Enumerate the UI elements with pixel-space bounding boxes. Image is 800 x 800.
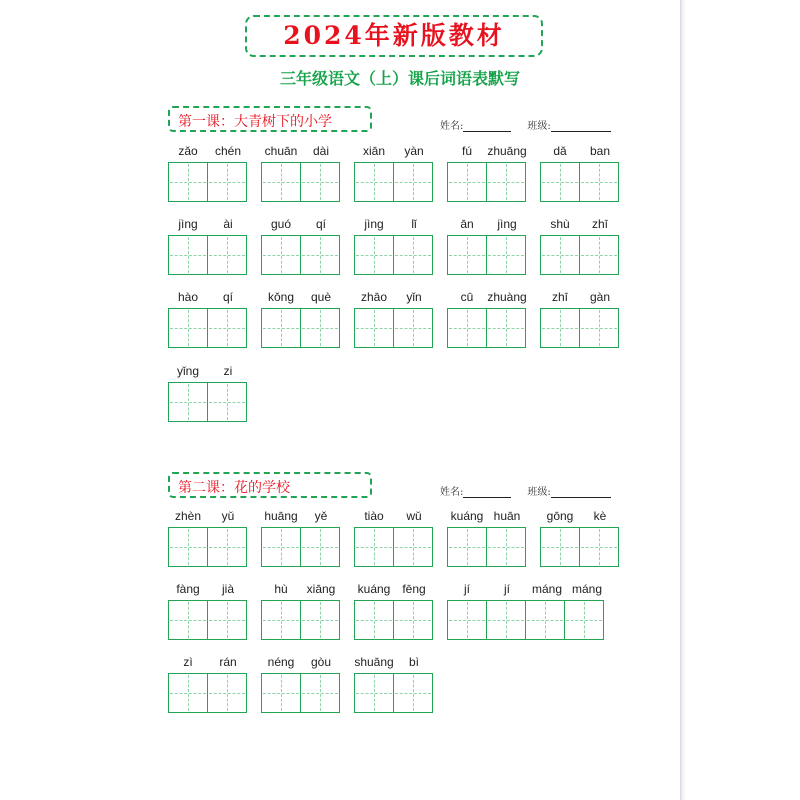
character-writing-box[interactable] — [393, 308, 433, 348]
word-writing-grid — [261, 288, 341, 348]
character-writing-box[interactable] — [300, 308, 340, 348]
character-writing-box[interactable] — [168, 162, 208, 202]
character-writing-box[interactable] — [207, 527, 247, 567]
name-label: 姓名: — [440, 487, 464, 498]
word-writing-grid — [540, 507, 620, 567]
pinyin-syllable: qí — [315, 217, 326, 231]
character-writing-box[interactable] — [261, 600, 301, 640]
character-writing-box[interactable] — [261, 673, 301, 713]
lesson-2-title: 第二课：花的学校 — [178, 480, 290, 496]
pinyin-syllable: xiāng — [306, 582, 336, 596]
character-writing-box[interactable] — [354, 308, 394, 348]
pinyin-syllable: zhī — [551, 290, 568, 304]
word-writing-grid — [168, 288, 248, 348]
lesson-2-header — [168, 472, 372, 498]
word-writing-grid — [168, 142, 248, 202]
character-writing-box[interactable] — [300, 527, 340, 567]
word-writing-grid — [354, 507, 434, 567]
character-writing-box[interactable] — [579, 235, 619, 275]
pinyin-syllable: zhuāng — [487, 144, 527, 158]
character-writing-box[interactable] — [354, 162, 394, 202]
pinyin-syllable: rán — [219, 655, 237, 669]
pinyin-syllable: zhèn — [174, 509, 202, 523]
word-writing-grid — [540, 215, 620, 275]
character-writing-box[interactable] — [447, 308, 487, 348]
character-writing-box[interactable] — [354, 527, 394, 567]
character-writing-box[interactable] — [354, 600, 394, 640]
pinyin-syllable: huāng — [264, 509, 298, 523]
word-writing-grid — [168, 362, 248, 422]
character-writing-box[interactable] — [168, 673, 208, 713]
pinyin-syllable: tiào — [364, 509, 384, 523]
pinyin-syllable: fēng — [402, 582, 426, 596]
pinyin-syllable: yǔ — [221, 509, 235, 523]
pinyin-syllable: jí — [464, 582, 470, 596]
word-writing-grid — [447, 288, 527, 348]
word-writing-grid — [261, 215, 341, 275]
page-title: 2024年新版教材 — [283, 21, 505, 50]
character-writing-box[interactable] — [207, 673, 247, 713]
character-writing-box[interactable] — [300, 600, 340, 640]
character-writing-box[interactable] — [579, 527, 619, 567]
word-writing-grid — [447, 507, 527, 567]
pinyin-syllable: què — [310, 290, 332, 304]
word-writing-grid — [540, 142, 620, 202]
pinyin-syllable: huān — [493, 509, 521, 523]
character-writing-box[interactable] — [486, 162, 526, 202]
character-writing-box[interactable] — [564, 600, 604, 640]
character-writing-box[interactable] — [168, 527, 208, 567]
pinyin-syllable: bì — [408, 655, 419, 669]
word-writing-grid — [261, 507, 341, 567]
character-writing-box[interactable] — [540, 235, 580, 275]
lesson-1-name-class-fields — [440, 117, 611, 132]
word-writing-grid — [447, 142, 527, 202]
character-writing-box[interactable] — [486, 235, 526, 275]
pinyin-syllable: zǎo — [178, 144, 198, 158]
word-writing-grid — [168, 653, 248, 713]
word-writing-grid — [354, 215, 434, 275]
character-writing-box[interactable] — [207, 235, 247, 275]
character-writing-box[interactable] — [300, 235, 340, 275]
character-writing-box[interactable] — [486, 527, 526, 567]
pinyin-syllable: cū — [460, 290, 474, 304]
character-writing-box[interactable] — [447, 527, 487, 567]
character-writing-box[interactable] — [540, 162, 580, 202]
pinyin-syllable: hào — [177, 290, 199, 304]
adjacent-page-edge — [680, 0, 800, 800]
pinyin-syllable: gòu — [310, 655, 332, 669]
pinyin-syllable: yǐng — [176, 364, 199, 378]
pinyin-syllable: yàn — [404, 144, 424, 158]
pinyin-syllable: kuáng — [357, 582, 391, 596]
pinyin-syllable: gōng — [546, 509, 574, 523]
character-writing-box[interactable] — [354, 673, 394, 713]
pinyin-syllable: jìng — [364, 217, 384, 231]
pinyin-syllable: máng — [571, 582, 603, 596]
character-writing-box[interactable] — [300, 673, 340, 713]
class-label: 班级: — [527, 487, 551, 498]
character-writing-box[interactable] — [393, 235, 433, 275]
character-writing-box[interactable] — [447, 162, 487, 202]
character-writing-box[interactable] — [540, 527, 580, 567]
lesson-1-header — [168, 106, 372, 132]
word-writing-grid — [354, 580, 434, 640]
word-writing-grid — [168, 580, 248, 640]
pinyin-syllable: fú — [461, 144, 472, 158]
pinyin-syllable: wǔ — [406, 509, 422, 523]
pinyin-syllable: guó — [270, 217, 292, 231]
character-writing-box[interactable] — [261, 308, 301, 348]
character-writing-box[interactable] — [393, 527, 433, 567]
word-writing-grid — [168, 215, 248, 275]
lesson-1-title: 第一课：大青树下的小学 — [178, 114, 332, 130]
title-banner — [245, 15, 543, 57]
pinyin-syllable: shuāng — [354, 655, 394, 669]
name-blank[interactable] — [463, 120, 511, 132]
character-writing-box[interactable] — [579, 308, 619, 348]
word-writing-grid — [447, 580, 607, 640]
pinyin-syllable: jìng — [497, 217, 517, 231]
character-writing-box[interactable] — [393, 600, 433, 640]
pinyin-syllable: gàn — [589, 290, 611, 304]
character-writing-box[interactable] — [207, 308, 247, 348]
pinyin-syllable: máng — [531, 582, 563, 596]
pinyin-syllable: dài — [312, 144, 329, 158]
character-writing-box[interactable] — [168, 382, 208, 422]
word-writing-grid — [354, 653, 434, 713]
character-writing-box[interactable] — [207, 600, 247, 640]
word-writing-grid — [354, 142, 434, 202]
name-blank[interactable] — [463, 486, 511, 498]
pinyin-syllable: ban — [589, 144, 611, 158]
pinyin-syllable: zhuàng — [487, 290, 527, 304]
name-label: 姓名: — [440, 121, 464, 132]
word-writing-grid — [261, 142, 341, 202]
page-subtitle: 三年级语文（上）课后词语表默写 — [279, 69, 520, 88]
character-writing-box[interactable] — [168, 308, 208, 348]
pinyin-syllable: chuān — [264, 144, 298, 158]
character-writing-box[interactable] — [168, 600, 208, 640]
pinyin-syllable: zì — [183, 655, 193, 669]
pinyin-syllable: xiān — [362, 144, 385, 158]
pinyin-syllable: shù — [550, 217, 570, 231]
pinyin-syllable: ài — [223, 217, 233, 231]
character-writing-box[interactable] — [207, 382, 247, 422]
word-writing-grid — [261, 580, 341, 640]
pinyin-syllable: fàng — [176, 582, 200, 596]
pinyin-syllable: lǐ — [411, 217, 417, 231]
pinyin-syllable: jí — [504, 582, 510, 596]
character-writing-box[interactable] — [486, 600, 526, 640]
pinyin-syllable: kǒng — [267, 290, 295, 304]
pinyin-syllable: kuáng — [450, 509, 484, 523]
class-blank[interactable] — [551, 120, 611, 132]
pinyin-syllable: jià — [221, 582, 234, 596]
character-writing-box[interactable] — [300, 162, 340, 202]
word-writing-grid — [354, 288, 434, 348]
pinyin-syllable: zi — [223, 364, 233, 378]
character-writing-box[interactable] — [393, 673, 433, 713]
pinyin-syllable: qí — [222, 290, 233, 304]
lesson-2-name-class-fields — [440, 483, 611, 498]
pinyin-syllable: yě — [314, 509, 328, 523]
character-writing-box[interactable] — [354, 235, 394, 275]
character-writing-box[interactable] — [525, 600, 565, 640]
character-writing-box[interactable] — [261, 235, 301, 275]
character-writing-box[interactable] — [447, 600, 487, 640]
pinyin-syllable: hù — [274, 582, 288, 596]
pinyin-syllable: dǎ — [553, 144, 567, 158]
pinyin-syllable: ān — [460, 217, 474, 231]
word-writing-grid — [261, 653, 341, 713]
character-writing-box[interactable] — [486, 308, 526, 348]
character-writing-box[interactable] — [261, 162, 301, 202]
class-blank[interactable] — [551, 486, 611, 498]
pinyin-syllable: kè — [593, 509, 607, 523]
character-writing-box[interactable] — [540, 308, 580, 348]
pinyin-syllable: zhī — [591, 217, 608, 231]
character-writing-box[interactable] — [207, 162, 247, 202]
pinyin-syllable: jìng — [178, 217, 198, 231]
class-label: 班级: — [527, 121, 551, 132]
character-writing-box[interactable] — [579, 162, 619, 202]
word-writing-grid — [447, 215, 527, 275]
word-writing-grid — [168, 507, 248, 567]
pinyin-syllable: zhāo — [360, 290, 388, 304]
pinyin-syllable: chén — [214, 144, 242, 158]
character-writing-box[interactable] — [261, 527, 301, 567]
word-writing-grid — [540, 288, 620, 348]
character-writing-box[interactable] — [447, 235, 487, 275]
character-writing-box[interactable] — [393, 162, 433, 202]
pinyin-syllable: néng — [267, 655, 295, 669]
pinyin-syllable: yǐn — [406, 290, 422, 304]
character-writing-box[interactable] — [168, 235, 208, 275]
